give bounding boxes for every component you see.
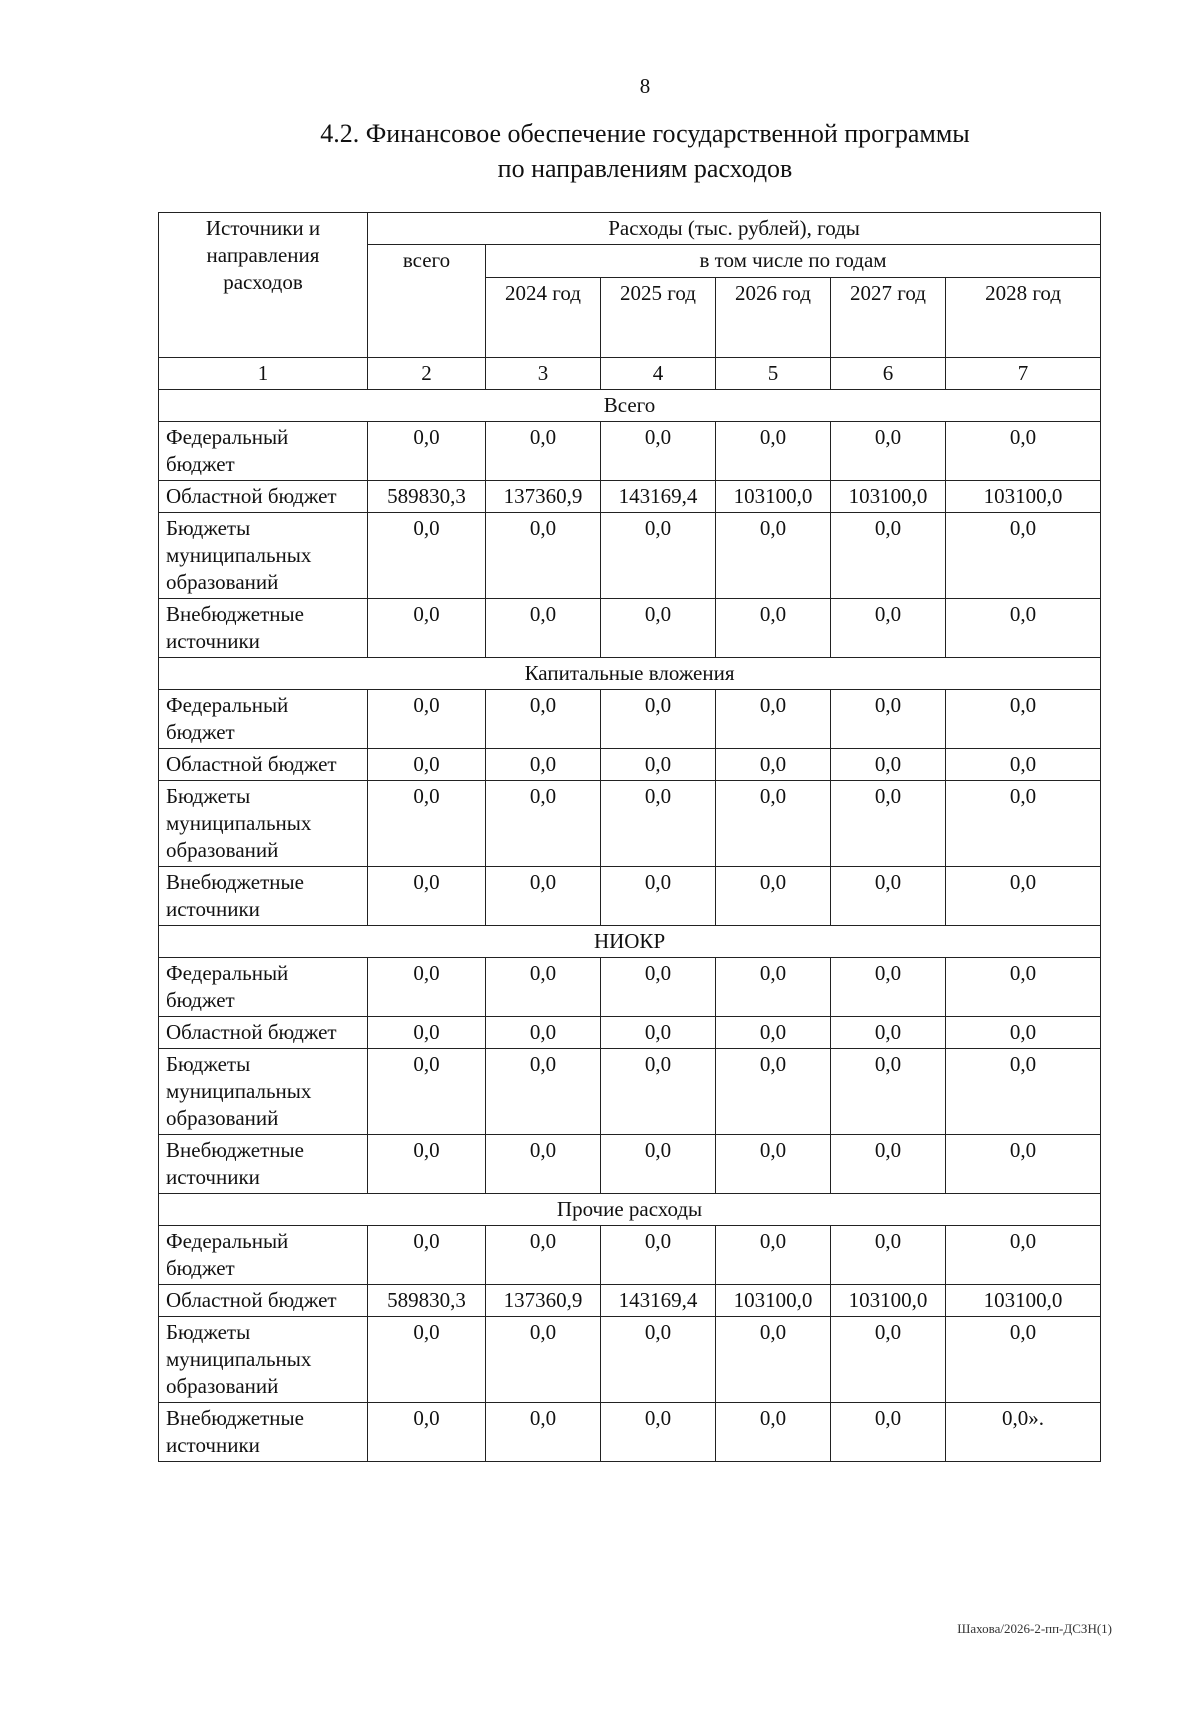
value-cell: 0,0 (601, 422, 716, 481)
section-header-row (159, 658, 1101, 690)
financing-table (158, 212, 1101, 1462)
column-index: 3 (486, 358, 601, 390)
source-label: Внебюджетные источники (159, 1403, 368, 1462)
table-row (159, 1403, 1101, 1462)
value-cell: 0,0 (716, 1017, 831, 1049)
value-cell: 0,0 (601, 1017, 716, 1049)
value-cell: 0,0 (716, 513, 831, 599)
value-cell: 0,0 (946, 867, 1101, 926)
value-cell: 0,0 (368, 781, 486, 867)
total-header: всего (368, 245, 486, 358)
value-cell: 0,0 (486, 422, 601, 481)
value-cell: 589830,3 (368, 1285, 486, 1317)
year-header: 2025 год (601, 278, 716, 358)
value-cell: 0,0 (946, 1226, 1101, 1285)
source-label: Областной бюджет (159, 481, 368, 513)
source-label: Областной бюджет (159, 1285, 368, 1317)
financing-table-body (159, 213, 1101, 1462)
value-cell: 0,0 (601, 867, 716, 926)
source-label: Бюджеты муниципальных образований (159, 513, 368, 599)
value-cell: 0,0 (601, 958, 716, 1017)
value-cell: 143169,4 (601, 481, 716, 513)
value-cell: 0,0 (716, 1226, 831, 1285)
value-cell: 0,0 (601, 749, 716, 781)
value-cell: 0,0 (368, 513, 486, 599)
value-cell: 0,0 (946, 1317, 1101, 1403)
value-cell: 0,0 (716, 599, 831, 658)
table-row (159, 481, 1101, 513)
value-cell: 0,0 (601, 513, 716, 599)
value-cell: 143169,4 (601, 1285, 716, 1317)
value-cell: 0,0 (831, 1135, 946, 1194)
value-cell: 0,0 (946, 690, 1101, 749)
value-cell: 0,0 (368, 1049, 486, 1135)
value-cell: 0,0 (946, 422, 1101, 481)
value-cell: 0,0 (368, 1135, 486, 1194)
table-row (159, 1049, 1101, 1135)
source-label: Федеральный бюджет (159, 690, 368, 749)
section-header-row (159, 390, 1101, 422)
value-cell: 0,0 (946, 599, 1101, 658)
value-cell: 0,0 (831, 1049, 946, 1135)
table-row (159, 1226, 1101, 1285)
footer-note: Шахова/2026-2-пп-ДСЗН(1) (957, 1621, 1112, 1636)
year-header: 2027 год (831, 278, 946, 358)
header-row-1 (159, 213, 1101, 245)
table-row (159, 1317, 1101, 1403)
table-row (159, 867, 1101, 926)
value-cell: 0,0 (486, 867, 601, 926)
column-index: 5 (716, 358, 831, 390)
section-title (0, 116, 1200, 186)
value-cell: 0,0 (601, 1226, 716, 1285)
column-index-row (159, 358, 1101, 390)
value-cell: 0,0 (946, 1135, 1101, 1194)
value-cell: 0,0 (946, 1017, 1101, 1049)
year-header: 2028 год (946, 278, 1101, 358)
value-cell: 137360,9 (486, 1285, 601, 1317)
value-cell: 0,0 (368, 690, 486, 749)
value-cell: 0,0 (831, 867, 946, 926)
expenses-header: Расходы (тыс. рублей), годы (368, 213, 1101, 245)
value-cell: 0,0 (601, 1403, 716, 1462)
section-title: Капитальные вложения (159, 658, 1101, 690)
value-cell: 103100,0 (946, 1285, 1101, 1317)
value-cell: 0,0 (601, 781, 716, 867)
value-cell: 0,0 (716, 781, 831, 867)
value-cell: 0,0 (831, 781, 946, 867)
value-cell: 103100,0 (831, 481, 946, 513)
table-row (159, 781, 1101, 867)
source-label: Федеральный бюджет (159, 958, 368, 1017)
table-row (159, 1285, 1101, 1317)
table-row (159, 690, 1101, 749)
value-cell: 103100,0 (946, 481, 1101, 513)
value-cell: 0,0 (831, 1317, 946, 1403)
source-label: Бюджеты муниципальных образований (159, 781, 368, 867)
year-header: 2026 год (716, 278, 831, 358)
source-label: Внебюджетные источники (159, 599, 368, 658)
value-cell: 0,0 (368, 422, 486, 481)
table-row (159, 1017, 1101, 1049)
value-cell: 0,0 (831, 690, 946, 749)
value-cell: 0,0 (831, 1403, 946, 1462)
table-row (159, 599, 1101, 658)
column-index: 4 (601, 358, 716, 390)
value-cell: 0,0». (946, 1403, 1101, 1462)
column-index: 1 (159, 358, 368, 390)
column-index: 2 (368, 358, 486, 390)
by-years-header: в том числе по годам (486, 245, 1101, 278)
value-cell: 0,0 (831, 1226, 946, 1285)
value-cell: 0,0 (486, 690, 601, 749)
value-cell: 0,0 (716, 1317, 831, 1403)
value-cell: 0,0 (716, 958, 831, 1017)
value-cell: 0,0 (946, 958, 1101, 1017)
section-header-row (159, 926, 1101, 958)
sources-header: Источники и направления расходов (159, 213, 368, 358)
value-cell: 0,0 (486, 599, 601, 658)
source-label: Бюджеты муниципальных образований (159, 1049, 368, 1135)
value-cell: 0,0 (486, 1226, 601, 1285)
source-label: Внебюджетные источники (159, 867, 368, 926)
value-cell: 0,0 (831, 749, 946, 781)
source-label: Бюджеты муниципальных образований (159, 1317, 368, 1403)
value-cell: 0,0 (716, 749, 831, 781)
title-line-1: 4.2. Финансовое обеспечение государственной программы (320, 119, 970, 148)
value-cell: 0,0 (716, 1403, 831, 1462)
value-cell: 0,0 (368, 958, 486, 1017)
source-label: Внебюджетные источники (159, 1135, 368, 1194)
value-cell: 0,0 (368, 1017, 486, 1049)
value-cell: 0,0 (716, 690, 831, 749)
value-cell: 0,0 (831, 1017, 946, 1049)
source-label: Областной бюджет (159, 749, 368, 781)
value-cell: 0,0 (368, 867, 486, 926)
value-cell: 0,0 (601, 1049, 716, 1135)
value-cell: 589830,3 (368, 481, 486, 513)
value-cell: 0,0 (601, 1135, 716, 1194)
value-cell: 0,0 (486, 1017, 601, 1049)
value-cell: 137360,9 (486, 481, 601, 513)
value-cell: 0,0 (601, 599, 716, 658)
table-row (159, 749, 1101, 781)
value-cell: 0,0 (946, 781, 1101, 867)
source-label: Федеральный бюджет (159, 1226, 368, 1285)
table-row (159, 958, 1101, 1017)
page-number: 8 (639, 74, 651, 98)
source-label: Федеральный бюджет (159, 422, 368, 481)
value-cell: 0,0 (486, 749, 601, 781)
title-line-2: по направлениям расходов (497, 154, 793, 183)
value-cell: 0,0 (831, 422, 946, 481)
value-cell: 0,0 (716, 1049, 831, 1135)
value-cell: 0,0 (831, 513, 946, 599)
year-header: 2024 год (486, 278, 601, 358)
value-cell: 0,0 (946, 749, 1101, 781)
column-index: 7 (946, 358, 1101, 390)
section-title: НИОКР (159, 926, 1101, 958)
table-row (159, 422, 1101, 481)
value-cell: 0,0 (368, 1226, 486, 1285)
value-cell: 0,0 (486, 1317, 601, 1403)
source-label: Областной бюджет (159, 1017, 368, 1049)
value-cell: 103100,0 (716, 481, 831, 513)
value-cell: 0,0 (946, 1049, 1101, 1135)
value-cell: 0,0 (368, 749, 486, 781)
value-cell: 0,0 (601, 1317, 716, 1403)
value-cell: 0,0 (946, 513, 1101, 599)
section-title: Прочие расходы (159, 1194, 1101, 1226)
value-cell: 0,0 (716, 867, 831, 926)
value-cell: 0,0 (831, 599, 946, 658)
value-cell: 0,0 (486, 781, 601, 867)
value-cell: 0,0 (486, 513, 601, 599)
value-cell: 0,0 (368, 1403, 486, 1462)
value-cell: 0,0 (716, 422, 831, 481)
value-cell: 0,0 (486, 1403, 601, 1462)
value-cell: 0,0 (368, 599, 486, 658)
value-cell: 103100,0 (831, 1285, 946, 1317)
value-cell: 103100,0 (716, 1285, 831, 1317)
value-cell: 0,0 (716, 1135, 831, 1194)
value-cell: 0,0 (486, 958, 601, 1017)
value-cell: 0,0 (486, 1049, 601, 1135)
section-title: Всего (159, 390, 1101, 422)
table-row (159, 1135, 1101, 1194)
column-index: 6 (831, 358, 946, 390)
value-cell: 0,0 (486, 1135, 601, 1194)
value-cell: 0,0 (368, 1317, 486, 1403)
table-row (159, 513, 1101, 599)
value-cell: 0,0 (831, 958, 946, 1017)
value-cell: 0,0 (601, 690, 716, 749)
section-header-row (159, 1194, 1101, 1226)
